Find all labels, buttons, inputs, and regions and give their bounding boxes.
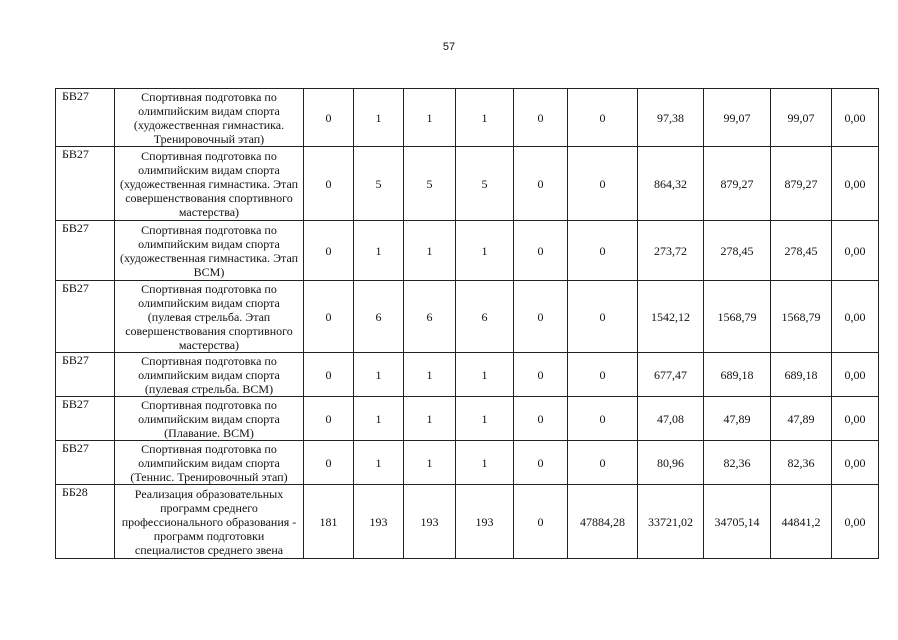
row-value-cell: 0,00	[832, 281, 879, 353]
row-value-cell: 0	[568, 221, 638, 281]
row-value-cell: 879,27	[771, 147, 832, 221]
row-value-cell: 0	[568, 281, 638, 353]
row-value-cell: 1542,12	[638, 281, 704, 353]
row-value-cell: 5	[404, 147, 456, 221]
row-value-cell: 0	[304, 147, 354, 221]
row-description: Спортивная подготовка по олимпийским видам спорта (художественная гимнастика. Этап совершенствования спортивного мастерства)	[115, 147, 304, 221]
row-description: Спортивная подготовка по олимпийским видам спорта (Теннис. Тренировочный этап)	[115, 441, 304, 485]
table-row	[56, 89, 879, 147]
row-value-cell: 689,18	[771, 353, 832, 397]
row-value-cell: 5	[354, 147, 404, 221]
row-value-cell: 6	[404, 281, 456, 353]
row-value-cell: 1568,79	[704, 281, 771, 353]
row-value-cell: 273,72	[638, 221, 704, 281]
row-value-cell: 82,36	[771, 441, 832, 485]
row-value-cell: 1	[456, 353, 514, 397]
table-row	[56, 221, 879, 281]
row-code: БВ27	[56, 89, 115, 147]
row-value-cell: 0	[568, 147, 638, 221]
row-description: Спортивная подготовка по олимпийским видам спорта (пулевая стрельба. Этап совершенствования спортивного мастерства)	[115, 281, 304, 353]
row-value-cell: 0,00	[832, 147, 879, 221]
table-row	[56, 353, 879, 397]
row-value-cell: 1	[354, 353, 404, 397]
row-code: БВ27	[56, 221, 115, 281]
row-value-cell: 1	[354, 441, 404, 485]
table-row	[56, 485, 879, 559]
row-code: БВ27	[56, 441, 115, 485]
row-value-cell: 82,36	[704, 441, 771, 485]
row-code: БВ27	[56, 397, 115, 441]
table-row	[56, 441, 879, 485]
row-value-cell: 193	[456, 485, 514, 559]
row-value-cell: 99,07	[771, 89, 832, 147]
row-value-cell: 0	[304, 221, 354, 281]
row-code: БВ27	[56, 281, 115, 353]
row-value-cell: 0	[304, 89, 354, 147]
table-row	[56, 147, 879, 221]
row-value-cell: 34705,14	[704, 485, 771, 559]
row-value-cell: 0	[304, 397, 354, 441]
row-value-cell: 0	[568, 89, 638, 147]
row-value-cell: 6	[354, 281, 404, 353]
row-value-cell: 1	[354, 397, 404, 441]
row-value-cell: 0,00	[832, 89, 879, 147]
row-value-cell: 278,45	[771, 221, 832, 281]
row-value-cell: 1	[404, 397, 456, 441]
row-code: БВ27	[56, 353, 115, 397]
table-row	[56, 281, 879, 353]
row-value-cell: 193	[404, 485, 456, 559]
row-value-cell: 47,08	[638, 397, 704, 441]
row-value-cell: 689,18	[704, 353, 771, 397]
row-value-cell: 0	[514, 221, 568, 281]
row-value-cell: 0	[514, 281, 568, 353]
row-value-cell: 0	[514, 89, 568, 147]
row-value-cell: 677,47	[638, 353, 704, 397]
row-value-cell: 193	[354, 485, 404, 559]
row-value-cell: 1	[456, 221, 514, 281]
row-value-cell: 1	[404, 89, 456, 147]
row-value-cell: 0	[514, 353, 568, 397]
row-description: Спортивная подготовка по олимпийским видам спорта (художественная гимнастика. Тренировочный этап)	[115, 89, 304, 147]
row-value-cell: 1	[456, 397, 514, 441]
row-value-cell: 99,07	[704, 89, 771, 147]
row-value-cell: 0,00	[832, 221, 879, 281]
row-value-cell: 879,27	[704, 147, 771, 221]
row-value-cell: 1	[456, 441, 514, 485]
row-value-cell: 0	[568, 441, 638, 485]
row-value-cell: 97,38	[638, 89, 704, 147]
row-description: Спортивная подготовка по олимпийским видам спорта (художественная гимнастика. Этап ВСМ)	[115, 221, 304, 281]
row-value-cell: 1568,79	[771, 281, 832, 353]
table-row	[56, 397, 879, 441]
row-value-cell: 0	[568, 353, 638, 397]
row-description: Спортивная подготовка по олимпийским видам спорта (Плавание. ВСМ)	[115, 397, 304, 441]
row-value-cell: 0	[514, 485, 568, 559]
row-value-cell: 1	[354, 89, 404, 147]
row-value-cell: 0	[304, 441, 354, 485]
row-value-cell: 1	[404, 441, 456, 485]
row-value-cell: 44841,2	[771, 485, 832, 559]
row-value-cell: 0,00	[832, 397, 879, 441]
row-value-cell: 1	[354, 221, 404, 281]
row-value-cell: 0	[514, 147, 568, 221]
row-value-cell: 278,45	[704, 221, 771, 281]
row-value-cell: 1	[404, 353, 456, 397]
row-description: Спортивная подготовка по олимпийским видам спорта (пулевая стрельба. ВСМ)	[115, 353, 304, 397]
row-value-cell: 80,96	[638, 441, 704, 485]
page-number: 57	[442, 41, 456, 53]
row-value-cell: 1	[456, 89, 514, 147]
row-value-cell: 0	[514, 441, 568, 485]
row-value-cell: 0	[514, 397, 568, 441]
row-value-cell: 47884,28	[568, 485, 638, 559]
row-value-cell: 0,00	[832, 441, 879, 485]
row-value-cell: 0	[304, 353, 354, 397]
row-value-cell: 0	[568, 397, 638, 441]
row-value-cell: 33721,02	[638, 485, 704, 559]
row-value-cell: 1	[404, 221, 456, 281]
data-table	[55, 88, 879, 559]
row-description: Реализация образовательных программ среднего профессионального образования - программ подготовки специалистов среднего звена	[115, 485, 304, 559]
row-value-cell: 47,89	[771, 397, 832, 441]
row-value-cell: 864,32	[638, 147, 704, 221]
row-value-cell: 0,00	[832, 485, 879, 559]
row-value-cell: 0,00	[832, 353, 879, 397]
row-value-cell: 47,89	[704, 397, 771, 441]
row-value-cell: 5	[456, 147, 514, 221]
row-code: БВ27	[56, 147, 115, 221]
row-code: ББ28	[56, 485, 115, 559]
row-value-cell: 0	[304, 281, 354, 353]
row-value-cell: 181	[304, 485, 354, 559]
row-value-cell: 6	[456, 281, 514, 353]
